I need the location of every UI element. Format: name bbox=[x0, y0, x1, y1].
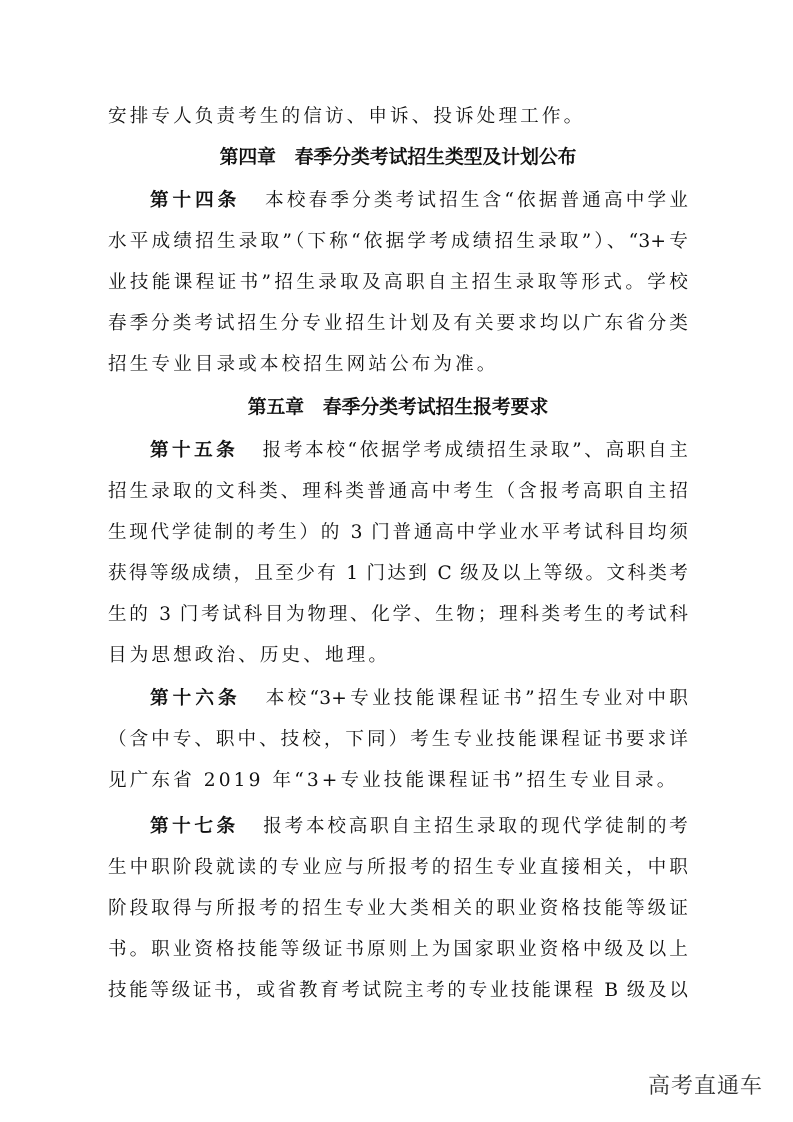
watermark-logo: 高考直通车 bbox=[647, 1074, 763, 1099]
paragraph-line: 春季分类考试招生分专业招生计划及有关要求均以广东省分类 bbox=[108, 313, 688, 334]
article-14-text: 本校春季分类考试招生含“依据普通高中学业 bbox=[262, 190, 688, 211]
paragraph-line: 书。职业资格技能等级证书原则上为国家职业资格中级及以上 bbox=[108, 939, 688, 960]
article-17-first-line bbox=[150, 812, 688, 842]
paragraph-line: 获得等级成绩，且至少有 1 门达到 C 级及以上等级。文科类考 bbox=[108, 563, 688, 584]
article-16-label: 第十六条 bbox=[150, 688, 241, 709]
paragraph-line: 安排专人负责考生的信访、申诉、投诉处理工作。 bbox=[108, 106, 586, 127]
paragraph-line: 招生录取的文科类、理科类普通高中考生（含报考高职自主招 bbox=[108, 481, 688, 502]
article-15-label: 第十五条 bbox=[150, 440, 239, 461]
article-16-first-line bbox=[150, 684, 688, 714]
article-15-text: 报考本校“依据学考成绩招生录取”、高职自主 bbox=[260, 440, 688, 461]
paragraph-line: 技能等级证书，或省教育考试院主考的专业技能课程 B 级及以 bbox=[108, 980, 688, 1001]
article-16-text: 本校“3+专业技能课程证书”招生专业对中职 bbox=[262, 688, 688, 709]
article-17-label: 第十七条 bbox=[150, 816, 239, 837]
chapter-5-heading: 第五章 春季分类考试招生报考要求 bbox=[247, 397, 549, 418]
paragraph-line: 见广东省 2019 年“3+专业技能课程证书”招生专业目录。 bbox=[108, 770, 679, 791]
paragraph-line: 水平成绩招生录取”（下称“依据学考成绩招生录取”）、“3+专 bbox=[108, 231, 688, 252]
paragraph-line: 业技能课程证书”招生录取及高职自主招生录取等形式。学校 bbox=[108, 272, 688, 293]
chapter-4-heading: 第四章 春季分类考试招生类型及计划公布 bbox=[219, 147, 577, 168]
paragraph-line: 生中职阶段就读的专业应与所报考的招生专业直接相关，中职 bbox=[108, 857, 688, 878]
paragraph-line: 生的 3 门考试科目为物理、化学、生物；理科类考生的考试科 bbox=[108, 604, 688, 625]
article-15-first-line bbox=[150, 436, 688, 466]
paragraph-line: 生现代学徒制的考生）的 3 门普通高中学业水平考试科目均须 bbox=[108, 522, 688, 543]
article-14-first-line bbox=[150, 186, 688, 216]
paragraph-line: 招生专业目录或本校招生网站公布为准。 bbox=[108, 354, 499, 375]
article-14-label: 第十四条 bbox=[150, 190, 241, 211]
paragraph-line: （含中专、职中、技校，下同）考生专业技能课程证书要求详 bbox=[108, 729, 688, 750]
paragraph-line: 目为思想政治、历史、地理。 bbox=[108, 645, 391, 666]
paragraph-line: 阶段取得与所报考的招生专业大类相关的职业资格技能等级证 bbox=[108, 898, 688, 919]
article-17-text: 报考本校高职自主招生录取的现代学徒制的考 bbox=[260, 816, 688, 837]
